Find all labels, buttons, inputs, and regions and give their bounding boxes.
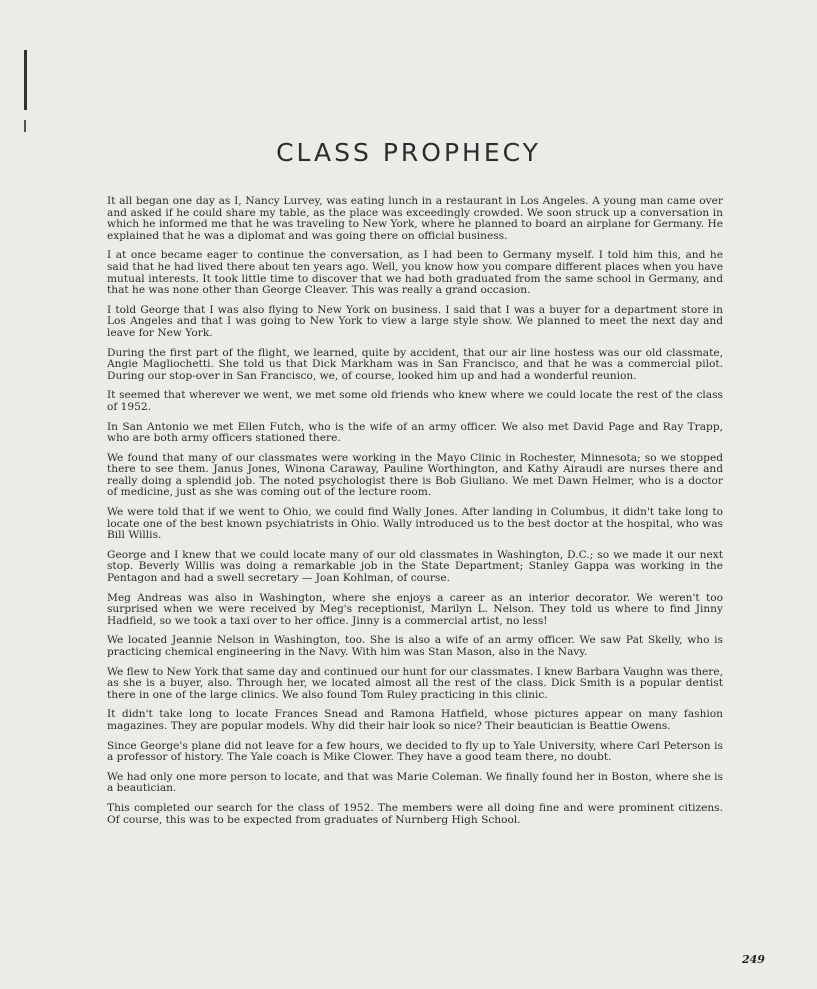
paragraph: During the first part of the flight, we learned, quite by accident, that our air line hostess was our old classmate, Angie Magliochetti. She told us that Dick Markham was in San Francisco, and that he was a commercial pilot. During our stop-over in San Francisco, we, of course, looked him up and had a wonderful reunion. xyxy=(107,346,723,382)
paragraph: It all began one day as I, Nancy Lurvey, was eating lunch in a restaurant in Los Angeles. A young man came over and asked if he could share my table, as the place was exceedingly crowded. We soon struck up a conversation in which he informed me that he was traveling to New York, where he planned to board an airplane for Germany. He explained that he was a diplomat and was going there on official business. xyxy=(107,195,723,242)
paragraph: It seemed that wherever we went, we met some old friends who knew where we could locate the rest of the class of 1952. xyxy=(107,389,723,413)
paragraph: Meg Andreas was also in Washington, where she enjoys a career as an interior decorator. We weren't too surprised when we were received by Meg's receptionist, Marilyn L. Nelson. They told us where to find Jinny Hadfield, so we took a taxi over to her office. Jinny is a commercial artist, no less! xyxy=(107,591,723,627)
paragraph: In San Antonio we met Ellen Futch, who is the wife of an army officer. We also met David Page and Ray Trapp, who are both army officers stationed there. xyxy=(107,420,723,445)
paragraph: Since George's plane did not leave for a few hours, we decided to fly up to Yale University, where Carl Peterson is a professor of history. The Yale coach is Mike Clower. They have a good team there, no doubt. xyxy=(107,739,723,764)
prophecy-text xyxy=(107,196,723,834)
paragraph: This completed our search for the class of 1952. The members were all doing fine and were prominent citizens. Of course, this was to be expected from graduates of Nurnberg High School. xyxy=(107,801,723,826)
paragraph: We located Jeannie Nelson in Washington, too. She is also a wife of an army officer. We saw Pat Skelly, who is practicing chemical engineering in the Navy. With him was Stan Mason, also in the Navy. xyxy=(107,634,723,658)
paragraph: We found that many of our classmates were working in the Mayo Clinic in Rochester, Minnesota; so we stopped there to see them. Janus Jones, Winona Caraway, Pauline Worthington, and Kathy Airaudi are nurses there and really doing a splendid job. The noted psychologist there is Bob Giuliano. We met Dawn Helmer, who is a doctor of medicine, just as she was coming out of the lecture room. xyxy=(107,451,723,499)
page-number: 249 xyxy=(742,953,765,966)
page-title: CLASS PROPHECY xyxy=(276,138,541,167)
paragraph: We had only one more person to locate, and that was Marie Coleman. We finally found her in Boston, where she is a beautician. xyxy=(107,770,723,795)
paragraph: George and I knew that we could locate many of our old classmates in Washington, D.C.; so we made it our next stop. Beverly Willis was doing a remarkable job in the State Department; Stanley Gappa was working in the Pentagon and had a swell secretary — Joan Kohlman, of course. xyxy=(107,548,723,585)
paragraph: We flew to New York that same day and continued our hunt for our classmates. I knew Barbara Vaughn was there, as she is a buyer, also. Through her, we located almost all the rest of the class. Dick Smith is a popular dentist there in one of the large clinics. We also found Tom Ruley practicing in this clinic. xyxy=(107,665,723,701)
paragraph: I at once became eager to continue the conversation, as I had been to Germany myself. I told him this, and he said that he had lived there about ten years ago. Well, you know how you compare different places when you have mutual interests. It took little time to discover that we had both graduated from the same school in Germany, and that he was none other than George Cleaver. This was really a grand occasion. xyxy=(107,249,723,297)
paragraph: I told George that I was also flying to New York on business. I said that I was a buyer for a department store in Los Angeles and that I was going to New York to view a large style show. We planned to meet the next day and leave for New York. xyxy=(107,303,723,339)
paragraph: We were told that if we went to Ohio, we could find Wally Jones. After landing in Columbus, it didn't take long to locate one of the best known psychiatrists in Ohio. Wally introduced us to the best doctor at the hospital, who was Bill Willis. xyxy=(107,506,723,542)
paragraph: It didn't take long to locate Frances Snead and Ramona Hatfield, whose pictures appear on many fashion magazines. They are popular models. Why did their hair look so nice? Their beautician is Beattie Owens. xyxy=(107,708,723,732)
binding-mark xyxy=(24,50,27,110)
binding-mark-small xyxy=(24,120,26,132)
